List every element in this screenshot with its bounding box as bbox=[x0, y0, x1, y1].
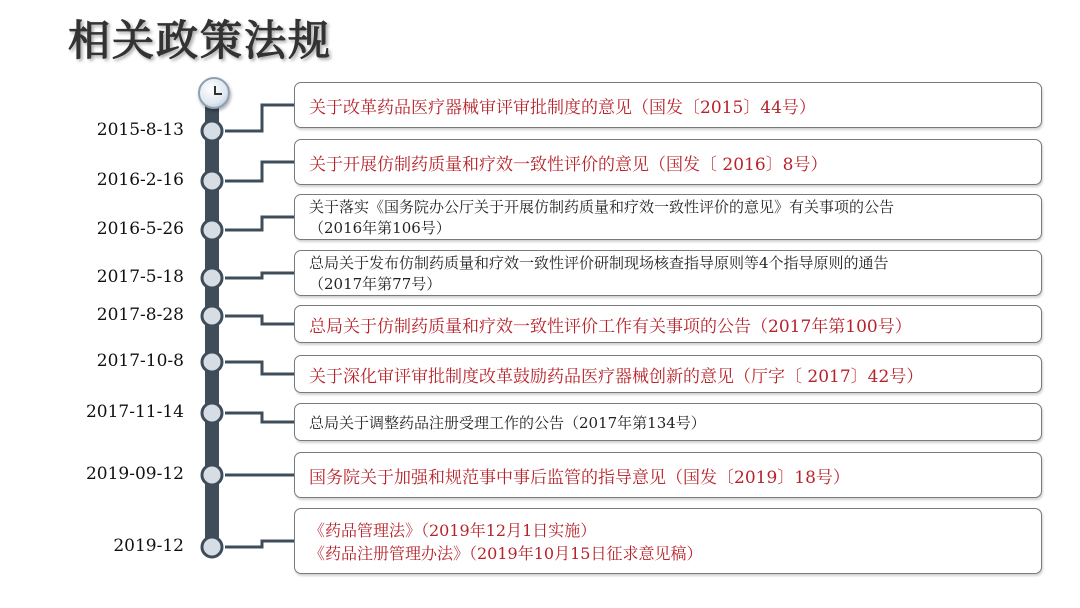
timeline-node bbox=[202, 220, 222, 240]
policy-item bbox=[294, 194, 1042, 240]
timeline-connector bbox=[225, 316, 294, 324]
policy-item bbox=[294, 139, 1042, 185]
policy-text: 总局关于调整药品注册受理工作的公告（2017年第134号） bbox=[309, 413, 706, 432]
page-title: 相关政策法规 bbox=[68, 16, 333, 65]
timeline-connectors bbox=[225, 105, 294, 547]
timeline-connector bbox=[225, 413, 294, 422]
policy-text: 总局关于仿制药质量和疗效一致性评价工作有关事项的公告（2017年第100号） bbox=[309, 316, 912, 337]
timeline-date: 2017-10-8 bbox=[96, 351, 184, 371]
timeline-date: 2017-8-28 bbox=[96, 305, 184, 325]
timeline-date: 2016-5-26 bbox=[96, 219, 184, 239]
policy-text: （2016年第106号） bbox=[309, 219, 451, 237]
policy-text: 总局关于发布仿制药质量和疗效一致性评价研制现场核查指导原则等4个指导原则的通告 bbox=[309, 254, 889, 272]
policy-text: 《药品管理法》（2019年12月1日实施） bbox=[309, 521, 597, 540]
policy-item bbox=[294, 403, 1042, 441]
timeline-date: 2019-12 bbox=[113, 536, 184, 556]
policy-text: 《药品注册管理办法》（2019年10月15日征求意见稿） bbox=[309, 544, 703, 563]
policy-item bbox=[294, 355, 1042, 393]
timeline-node bbox=[202, 403, 222, 423]
timeline-date: 2017-5-18 bbox=[96, 267, 184, 287]
timeline-node bbox=[202, 465, 222, 485]
timeline-connector bbox=[225, 273, 294, 278]
timeline-date: 2015-8-13 bbox=[96, 120, 184, 140]
policy-item bbox=[294, 452, 1042, 498]
timeline-date: 2017-11-14 bbox=[85, 402, 184, 422]
policy-text: （2017年第77号） bbox=[309, 275, 442, 293]
policy-text: 关于改革药品医疗器械审评审批制度的意见（国发〔2015〕44号） bbox=[309, 97, 816, 118]
policy-item bbox=[294, 305, 1042, 343]
timeline-node bbox=[202, 121, 222, 141]
timeline-connector bbox=[225, 362, 294, 374]
timeline-connector bbox=[225, 541, 294, 547]
timeline-date: 2016-2-16 bbox=[96, 170, 184, 190]
policy-item bbox=[294, 250, 1042, 296]
timeline-node bbox=[202, 537, 222, 557]
timeline-node bbox=[202, 306, 222, 326]
policy-text: 关于深化审评审批制度改革鼓励药品医疗器械创新的意见（厅字〔 2017〕42号） bbox=[309, 366, 924, 387]
timeline-connector bbox=[225, 162, 294, 181]
clock-icon bbox=[198, 77, 230, 109]
timeline-connector bbox=[225, 105, 294, 131]
policy-item bbox=[294, 508, 1042, 574]
policy-text: 关于开展仿制药质量和疗效一致性评价的意见（国发〔 2016〕8号） bbox=[309, 154, 828, 175]
timeline-node bbox=[202, 352, 222, 372]
policy-text: 关于落实《国务院办公厅关于开展仿制药质量和疗效一致性评价的意见》有关事项的公告 bbox=[309, 198, 895, 216]
timeline-node bbox=[202, 171, 222, 191]
policy-text: 国务院关于加强和规范事中事后监管的指导意见（国发〔2019〕18号） bbox=[309, 467, 850, 488]
timeline-node bbox=[202, 268, 222, 288]
timeline-date: 2019-09-12 bbox=[85, 464, 184, 484]
policy-item bbox=[294, 82, 1042, 128]
timeline-connector bbox=[225, 217, 294, 230]
